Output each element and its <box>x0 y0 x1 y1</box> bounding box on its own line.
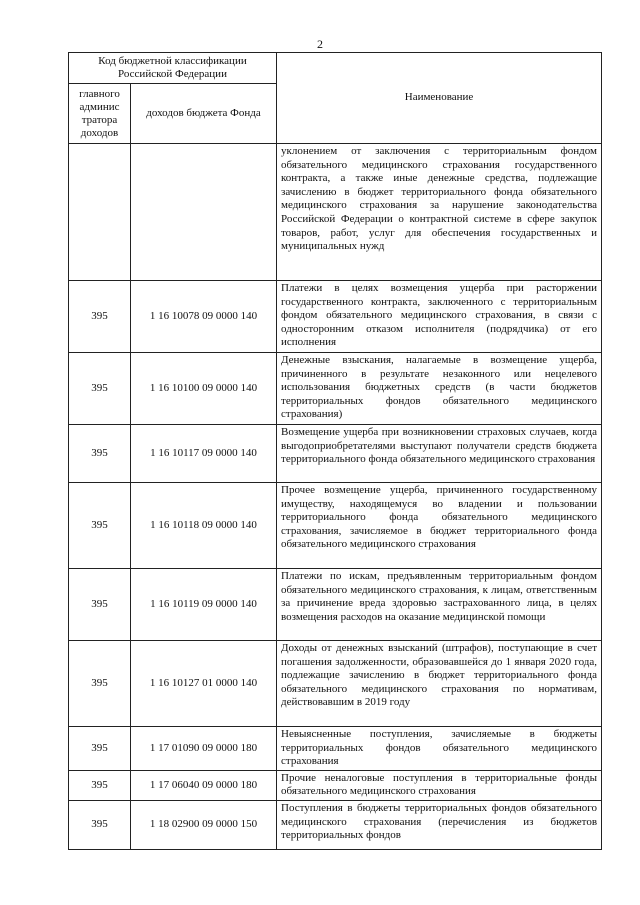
code-cell: 1 17 01090 09 0000 180 <box>131 727 277 771</box>
table-body <box>69 144 602 850</box>
admin-cell: 395 <box>69 727 131 771</box>
admin-cell: 395 <box>69 569 131 641</box>
admin-cell: 395 <box>69 281 131 353</box>
name-cell: Прочие неналоговые поступления в территориальные фонды обязательного медицинского страхования <box>277 770 602 800</box>
table-row <box>69 281 602 353</box>
table-row <box>69 353 602 425</box>
code-cell: 1 16 10117 09 0000 140 <box>131 425 277 483</box>
table-row <box>69 569 602 641</box>
admin-cell: 395 <box>69 425 131 483</box>
table-row <box>69 483 602 569</box>
table-row <box>69 727 602 771</box>
code-cell: 1 18 02900 09 0000 150 <box>131 800 277 849</box>
table-row <box>69 425 602 483</box>
name-cell: Возмещение ущерба при возникновении страховых случаев, когда выгодоприобретателями выступают получатели средств бюджета территориального фонда обязательного медицинского страхования <box>277 425 602 483</box>
code-cell: 1 16 10078 09 0000 140 <box>131 281 277 353</box>
page-number: 2 <box>317 37 323 51</box>
code-cell: 1 17 06040 09 0000 180 <box>131 770 277 800</box>
name-cell: уклонением от заключения с территориальным фондом обязательного медицинского страхования государственного контракта, а также иные денежные средства, подлежащие зачислению в бюджет территориального фонда обязательного медицинского страхования за нарушение законодательства Российской Федерации о контрактной системе в сфере закупок товаров, работ, услуг для обеспечения государственных и муниципальных нужд <box>277 144 602 281</box>
admin-cell: 395 <box>69 800 131 849</box>
name-cell: Денежные взыскания, налагаемые в возмещение ущерба, причиненного в результате незаконного или нецелевого использования бюджетных средств (в части бюджетов территориальных фондов обязательного медицинского страхования) <box>277 353 602 425</box>
table-row <box>69 800 602 849</box>
admin-cell: 395 <box>69 483 131 569</box>
name-cell: Платежи в целях возмещения ущерба при расторжении государственного контракта, заключенного с территориальным фондом обязательного медицинского страхования, в связи с односторонним отказом исполнителя (подрядчика) от его исполнения <box>277 281 602 353</box>
code-cell: 1 16 10118 09 0000 140 <box>131 483 277 569</box>
budget-classification-table <box>68 52 602 850</box>
admin-cell <box>69 144 131 281</box>
code-cell: 1 16 10100 09 0000 140 <box>131 353 277 425</box>
code-cell <box>131 144 277 281</box>
name-cell: Поступления в бюджеты территориальных фондов обязательного медицинского страхования (перечисления из бюджетов территориальных фондов <box>277 800 602 849</box>
admin-cell: 395 <box>69 353 131 425</box>
table-row <box>69 770 602 800</box>
table-row <box>69 641 602 727</box>
name-cell: Доходы от денежных взысканий (штрафов), поступающие в счет погашения задолженности, образовавшейся до 1 января 2020 года, подлежащие зачислению в бюджет территориального фонда обязательного медицинского страхования по нормативам, действовавшим в 2019 году <box>277 641 602 727</box>
header-main-administrator: главного админис тратора доходов <box>69 84 131 144</box>
name-cell: Прочее возмещение ущерба, причиненного государственному имуществу, находящемуся во владении и пользовании территориального фонда обязательного медицинского страхования, зачисляемое в бюджет территориального фонда обязательного медицинского страхования <box>277 483 602 569</box>
name-cell: Невыясненные поступления, зачисляемые в бюджеты территориальных фондов обязательного медицинского страхования <box>277 727 602 771</box>
header-name: Наименование <box>277 53 602 144</box>
header-fund-income: доходов бюджета Фонда <box>131 84 277 144</box>
header-classification-code: Код бюджетной классификации Российской Федерации <box>69 53 277 84</box>
admin-cell: 395 <box>69 770 131 800</box>
name-cell: Платежи по искам, предъявленным территориальным фондом обязательного медицинского страхования, к лицам, ответственным за причинение вреда здоровью застрахованного лица, в целях возмещения расходов на оказание медицинской помощи <box>277 569 602 641</box>
code-cell: 1 16 10119 09 0000 140 <box>131 569 277 641</box>
code-cell: 1 16 10127 01 0000 140 <box>131 641 277 727</box>
table-row <box>69 144 602 281</box>
admin-cell: 395 <box>69 641 131 727</box>
